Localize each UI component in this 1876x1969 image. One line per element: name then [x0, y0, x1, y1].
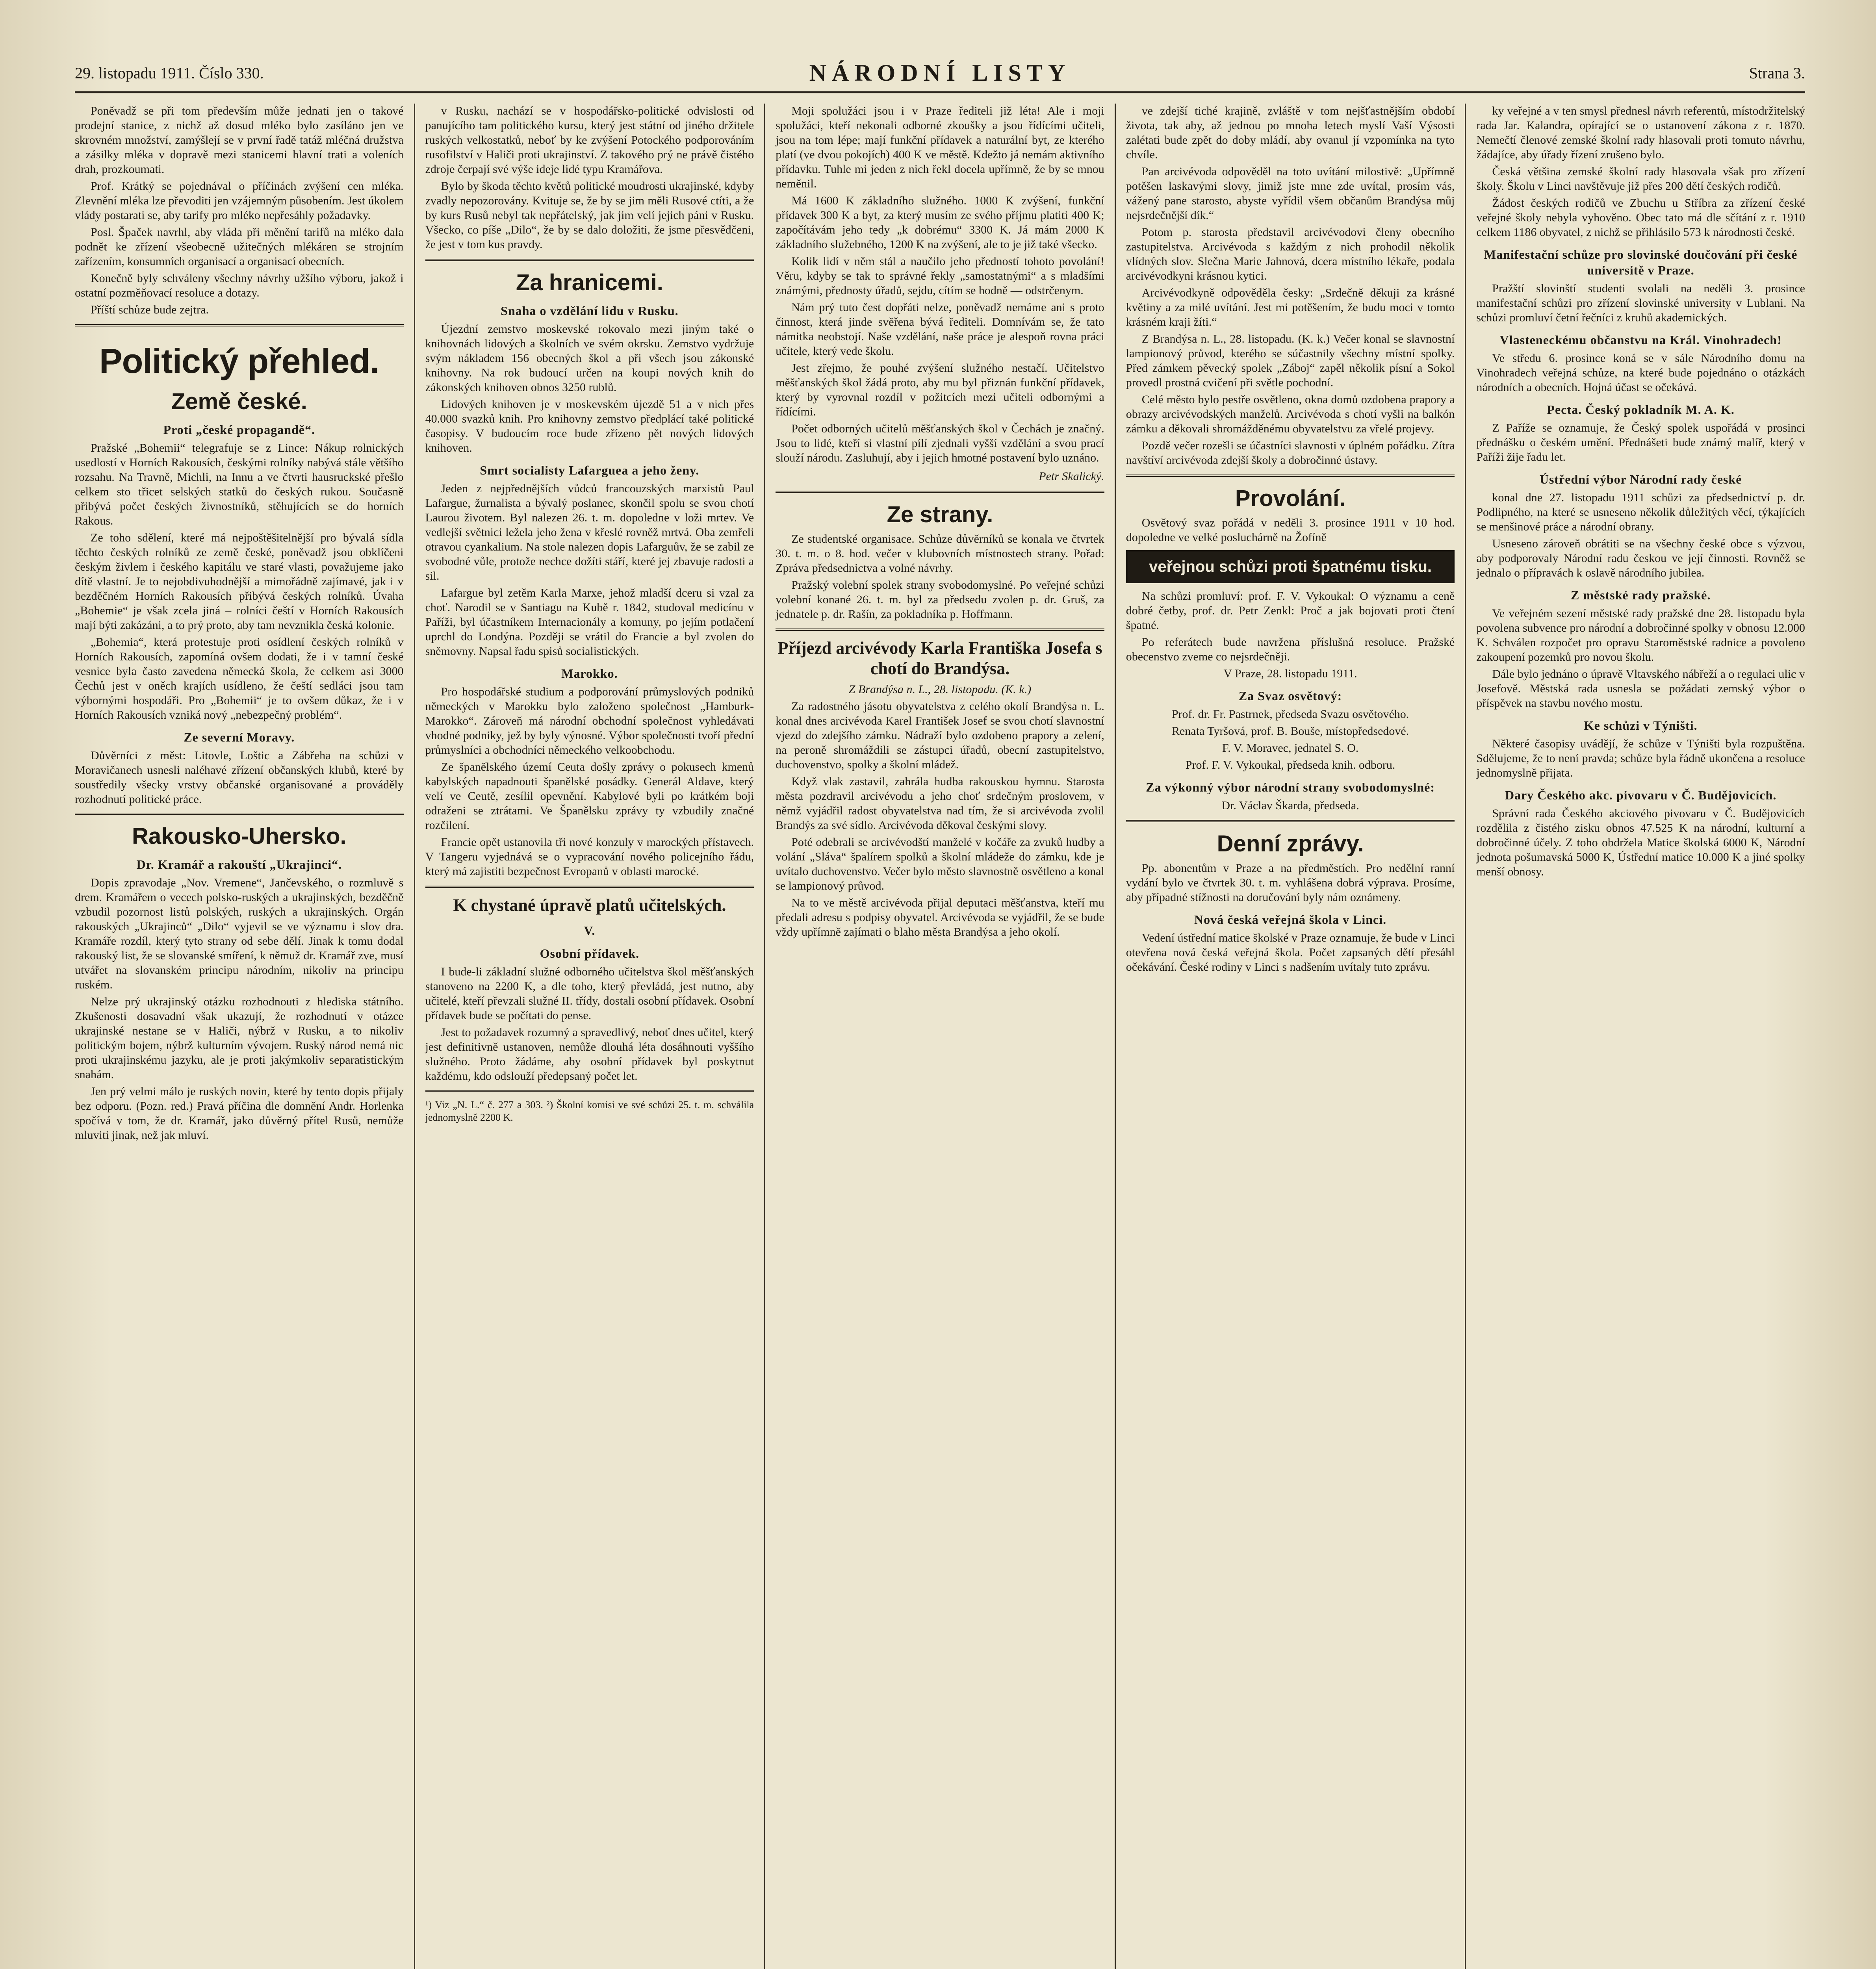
paragraph: Potom p. starosta představil arcivévodovi členy obecního zastupitelstva. Arcivévoda s každým z nich prohodil několik vlídných slov. Slečna Marie Jahnová, dcera místního lékaře, podala arcivévodkyni krásnou kytici. — [1126, 226, 1455, 282]
paragraph: Když vlak zastavil, zahrála hudba rakouskou hymnu. Starosta města pozdravil arcivévodu a jeho choť srdečným proslovem, v němž vyjádřil radost obyvatelstva nad tím, že si arcivévoda zvolil Brandýs za své sídlo. Arcivévoda děkoval českými slovy. — [776, 775, 1104, 832]
paragraph: Pozdě večer rozešli se účastníci slavnosti v úplném pořádku. Zítra navštíví arcivévoda zdejší školy a dobročinné ústavy. — [1126, 439, 1455, 467]
paragraph: Z Brandýsa n. L., 28. listopadu. (K. k.) Večer konal se slavnostní lampionový průvod, kterého se súčastnily všechny místní spolky. Před zámkem pěvecký spolek „Záboj“ zapěl několik písní a Sokol provedl prostná cvičení při světle pochodní. — [1126, 332, 1455, 389]
signatory: Prof. F. V. Vykoukal, předseda knih. odboru. — [1185, 758, 1395, 771]
column-2 — [414, 104, 765, 1969]
paragraph: Na to ve městě arcivévoda přijal deputaci měšťanstva, kteří mu předali adresu s podpisy obyvatel. Arcivévoda se vyjádřil, že se bude vždy upřímně zajímati o blaho města Brandýsa a jeho okolí. — [776, 896, 1104, 938]
paragraph: Na schůzi promluví: prof. F. V. Vykoukal: O významu a ceně dobré četby, prof. dr. Petr Zenkl: Proč a jak bojovati proti čtení špatné. — [1126, 590, 1455, 632]
paragraph: Ze studentské organisace. Schůze důvěrníků se konala ve čtvrtek 30. t. m. o 8. hod. večer v klubovních místnostech strany. Pořad: Zpráva předsednictva a volné návrhy. — [776, 532, 1104, 575]
signature-head: Za výkonný výbor národní strany svobodomyslné: — [1146, 780, 1435, 794]
paragraph: Jeden z nejpřednějších vůdců francouzských marxistů Paul Lafargue, žurnalista a bývalý poslanec, skončil spolu se svou chotí Laurou životem. Byl nalezen 26. t. m. dopoledne v loži mrtev. Ve vedlejší světnici ležela jeho žena v křeslé rovněž mrtvá. Oba zemřeli otravou cyankalium. Na stole nalezen dopis Lafarguův, že se zabil ze svobodné vůle, protože nechce dožíti stáří, které jej zbavuje radosti a sil. — [425, 482, 754, 582]
paragraph: ve zdejší tiché krajině, zvláště v tom nejšťastnějším období života, tak aby, až jednou po mnoha letech myslí Vaší Výsosti zalétati bude zpět do doby mládí, aby ovanul jí vzpomínka na tyto chvíle. — [1126, 104, 1455, 161]
meeting-banner: veřejnou schůzi proti špatnému tisku. — [1126, 550, 1455, 583]
divider — [425, 886, 754, 888]
article-head: Osobní přídavek. — [540, 946, 640, 960]
section-title: Denní zprávy. — [1217, 831, 1364, 857]
paragraph: Počet odborných učitelů měšťanských škol v Čechách je značný. Jsou to lidé, kteří si vlastní pílí zjednali vyšší vzdělání a svou prací slouží národu. Zasluhují, aby i jejich hmotné postavení bylo uznáno. — [776, 422, 1104, 464]
paragraph: Arcivévodkyně odpověděla česky: „Srdečně děkuji za krásné květiny a za milé uvítání. Jest mi potěšením, že budu moci v tomto krásném kraji žíti.“ — [1126, 286, 1455, 328]
paragraph: Ze toho sdělení, které má nejpoštěšitelnější pro bývalá sídla těchto českých rolníků ze země české, poněvadž jsou obklíčeni českým živlem i českého kapitálu ve staré vlasti, považujeme jako dítě vlastní. Je to nejobdivuhodnější a mimořádně zajímavé, jak i v bezděčném Horních Rakousích přibývá českých rolníků. Úvaha „Bohemie“ je však zcela jiná – rolníci čeští v Horních Rakousích mají býti zakázáni, a to prý proto, aby tam nevznikla česká kolonie. — [75, 531, 404, 632]
paragraph: Posl. Špaček navrhl, aby vláda při měnění tarifů na mléko dala podnět ke zřízení všeobecně užitečných mlékáren se strojním zařízením, konsumních organisací a organisací obecních. — [75, 226, 404, 268]
paragraph: Dále bylo jednáno o úpravě Vltavského nábřeží a o regulaci ulic v Josefově. Městská rada usnesla se požádati zemský výbor o příspěvek na stavbu nového mostu. — [1476, 667, 1805, 710]
signature: Petr Skalický. — [1039, 470, 1104, 483]
paragraph: Ze španělského území Ceuta došly zprávy o pokusech kmenů kabylských napadnouti španělské posádky. Generál Aldave, který velí ve Ceutě, zesílil opevnění. Kabylové byli po krátkém boji odraženi se ztrátami. Ve Španělsku zprávy ty vzbudily značné rozčilení. — [425, 760, 754, 832]
subsection-title: Země české. — [171, 389, 307, 414]
paragraph: Bylo by škoda těchto květů politické moudrosti ukrajinské, kdyby zvadly nepozorovány. Kvituje se, že by se jim měli Rusové ctíti, a že by kurs Rusů nebyl tak nepřátelský, jak jim velí jejich páni v Rusku. Všecko, co píše „Dilo“, že by se dalo doložiti, že jsme přesvědčeni, že jest v tom kus pravdy. — [425, 180, 754, 251]
issue-date: 29. listopadu 1911. Číslo 330. — [75, 64, 264, 82]
section-title: Příjezd arcivévody Karla Františka Josefa s chotí do Brandýsa. — [777, 638, 1102, 678]
paragraph: Některé časopisy uvádějí, že schůze v Týništi byla rozpuštěna. Sdělujeme, že to není pravda; schůze byla řádně ukončena a resoluce jednomyslně přijata. — [1476, 737, 1805, 779]
paragraph: Jest zřejmo, že pouhé zvýšení služného nestačí. Učitelstvo měšťanských škol žádá proto, aby mu byl přiznán funkční přídavek, který by vyrovnal rozdíl v požitcích mezi učiteli odbornými a řídícími. — [776, 362, 1104, 418]
divider — [1126, 820, 1455, 822]
section-title: Za hranicemi. — [516, 270, 663, 295]
divider — [425, 259, 754, 261]
paragraph: konal dne 27. listopadu 1911 schůzi za předsednictví p. dr. Podlipného, na které se usneseno několik důležitých věcí, týkajících se menšinové práce a národní obrany. — [1476, 491, 1805, 533]
divider — [75, 814, 404, 815]
paragraph: Lafargue byl zetěm Karla Marxe, jehož mladší dceru si vzal za choť. Narodil se v Santiagu na Kubě r. 1842, studoval medicínu v Paříži, byl účastníkem Internacionály a komuny, po jejím potlačení uprchl do Londýna. Později se vrátil do Francie a byl zvolen do sněmovny. Napsal řadu spisů socialistických. — [425, 586, 754, 658]
paragraph: Jen prý velmi málo je ruských novin, které by tento dopis přijaly bez odporu. (Pozn. red.) Pravá příčina dle domnění Andr. Horlenka spočívá v tom, že dr. Kramář, jako důvěrný přítel Rusů, nemůže mluviti jinak, než jak mluví. — [75, 1085, 404, 1142]
paragraph: Pražský volební spolek strany svobodomyslné. Po veřejné schůzi volební konané 26. t. m. byl za předsedu zvolen p. dr. Gruš, za jednatele p. dr. Rašín, za pokladníka p. Hoffmann. — [776, 578, 1104, 621]
paragraph: Jest to požadavek rozumný a spravedlivý, neboť dnes učitel, který jest definitivně ustanoven, nemůže dlouhá léta dosáhnouti vyššího služného. Proto žádáme, aby osobní přídavek byl poskytnut každému, kdo odslouží předepsaný počet let. — [425, 1026, 754, 1083]
divider — [75, 324, 404, 326]
columns — [75, 104, 1805, 1969]
paragraph: Pražští slovinští studenti svolali na neděli 3. prosince manifestační schůzi pro zřízení slovinské university v Lublani. Na schůzi promluví četní řečníci z kruhů akademických. — [1476, 282, 1805, 324]
paragraph: Poněvadž se při tom především může jednati jen o takové prodejní stanice, z nichž až dosud mléko bylo zasíláno jen ve skrovném množství, zamýšlejí se v první řadě tatáž mléčná družstva a zásilky mléka v dopravě mezi stanicemi hlavní trati a voleních drah, prozkoumati. — [75, 104, 404, 176]
paragraph: „Bohemia“, která protestuje proti osídlení českých rolníků v Horních Rakousích, zapomíná ovšem dodati, že i v tamní české vesnice byla často zavedena německá škola, že celkem asi 3000 Čechů jest v oněch krajích usídleno, že čeští sedláci jsou tam výbornými hospodáři. Pro „Bohemii“ je to ovšem důkaz, že i v Horních Rakousích vzniká nový „nebezpečný problém“. — [75, 636, 404, 721]
article-head: Dr. Kramář a rakouští „Ukrajinci“. — [136, 857, 342, 871]
article-head: Ke schůzi v Týništi. — [1584, 718, 1698, 732]
paragraph: Nám prý tuto čest dopřáti nelze, poněvadž nemáme ani s proto činnost, která jinde svěřena bývá řediteli. Domnívám se, že tato námitka neobstojí. Naše vzdělání, naše práce je alespoň rovna práci učitele, který vede školu. — [776, 301, 1104, 358]
article-head: Manifestační schůze pro slovinské doučování při české universitě v Praze. — [1484, 247, 1798, 277]
article-head: Ústřední výbor Národní rady české — [1539, 472, 1742, 486]
page-number: Strana 3. — [1749, 64, 1805, 82]
paragraph: Ve středu 6. prosince koná se v sále Národního domu na Vinohradech veřejná schůze, na které bude pojednáno o otázkách národních a obecních. Hojná účast se očekává. — [1476, 352, 1805, 394]
paragraph: Pan arcivévoda odpověděl na toto uvítání milostivě: „Upřímně potěšen laskavými slovy, jimiž jste mne zde uvítal, prosím vás, vážený pane starosto, abyste vyřídil všem občanům Brandýsa můj nejsrdečnější dík.“ — [1126, 165, 1455, 222]
section-title: K chystané úpravě platů učitelských. — [453, 896, 726, 915]
section-title: Provolání. — [1235, 486, 1346, 511]
paragraph: Pro hospodářské studium a podporování průmyslových podniků německých v Marokku bylo založeno společnost „Hamburk-Marokko“. Zároveň má národní obchodní společnost vyhledávati vhodné podniky, jež by byly výnosné. Výbor společnosti tvoří přední průmyslníci a obchodníci německého velkoobchodu. — [425, 685, 754, 756]
paragraph: Česká většina zemské školní rady hlasovala však pro zřízení školy. Školu v Linci navštěvuje již přes 200 dětí českých rodičů. — [1476, 165, 1805, 193]
paragraph: Pražské „Bohemii“ telegrafuje se z Lince: Nákup rolnických usedlostí v Horních Rakousích, českými rolníky nabývá stále většího rozsahu. Na Travně, Michli, na Innu a ve čtvrti hausruckské přešlo celkem sto třicet selských statků do českých rukou. Současně přibývá počet českých živnostníků, stěhujících se do horních Rakous. — [75, 441, 404, 527]
signature-head: Za Svaz osvětový: — [1238, 689, 1342, 703]
masthead — [75, 59, 1805, 93]
dateline: V Praze, 28. listopadu 1911. — [1223, 667, 1357, 680]
column-1 — [75, 104, 414, 1969]
paragraph: ky veřejné a v ten smysl přednesl návrh referentů, místodržitelský rada Jar. Kalandra, opírající se o ustanovení zákona z r. 1870. Nemečtí členové zemské školní rady hlasovali proti tomuto návrhu, žádajíce, aby úřady řízení zrušeno bylo. — [1476, 104, 1805, 161]
column-5 — [1465, 104, 1805, 1969]
article-head: Snaha o vzdělání lidu v Rusku. — [501, 304, 679, 318]
paragraph: Má 1600 K základního služného. 1000 K zvýšení, funkční přídavek 300 K a byt, za který musím ze svého příjmu platiti 400 K; započítávám jeho tedy „k dobrému“ 3300 K. Já mám 2000 K základního služebného, 1200 K na zvýšení, ale to je již také všecko. — [776, 194, 1104, 251]
newspaper-title: NÁRODNÍ LISTY — [809, 59, 1071, 86]
paragraph: Konečně byly schváleny všechny návrhy užšího výboru, jakož i ostatní pozměňovací resoluce a dotazy. — [75, 272, 404, 299]
paragraph: v Rusku, nachází se v hospodářsko-politické odvislosti od panujícího tam politického kursu, který jest státní od jiného držitele ruských velkostatků, neboť by ke zvýšení Potockého podporováním rusofilství v Haliči proti ukrajinství. Z takového prý ne právě čistého zdroje čerpají své výše ideje lidé typu Kramářova. — [425, 104, 754, 176]
article-head: Z městské rady pražské. — [1570, 588, 1711, 602]
column-3 — [764, 104, 1115, 1969]
paragraph: Nelze prý ukrajinský otázku rozhodnouti z hlediska státního. Zkušenosti dosavadní však ukazují, že rozhodnutí v otázce ukrajinské nestane se v Haliči, nýbrž v Rusku, a to nikoliv politickým bojem, nýbrž kulturním vývojem. Ruský národ nemá nic proti ukrajinskému jazyku, ale je proti jakýmkoliv separatistickým snahám. — [75, 995, 404, 1081]
paragraph: Prof. Krátký se pojednával o příčinách zvýšení cen mléka. Zlevnění mléka lze převoditi jen vzájemným působením. Jest úkolem vlády postarati se, aby tarify pro mléko nepřesáhly požadavky. — [75, 180, 404, 222]
section-title: Rakousko-Uhersko. — [132, 823, 347, 849]
divider — [425, 1090, 754, 1092]
paragraph: Lidových knihoven je v moskevském újezdě 51 a v nich přes 40.000 svazků knih. Pro knihovny zemstvo předplácí také politické časopisy. V budoucím roce bude zřízeno pět nových lidových knihoven. — [425, 398, 754, 454]
article-head: Smrt socialisty Lafarguea a jeho ženy. — [480, 463, 700, 477]
paragraph: Správní rada Českého akciového pivovaru v Č. Budějovicích rozdělila z čistého zisku obnos 47.525 K na národní, kulturní a dobročinné účely. Z toho obdržela Matice školská 6000 K, Národní jednota pošumavská 5000 K, Ústřední matice 10.000 K a jiné spolky menší obnosy. — [1476, 807, 1805, 878]
paragraph: Poté odebrali se arcivévodští manželé v kočáře za zvuků hudby a volání „Sláva“ špalírem spolků a školní mládeže do zámku, kde je uvítalo duchovenstvo. Večer bylo město slavnostně osvětleno a konal se lampionový průvod. — [776, 836, 1104, 892]
article-head: Proti „české propagandě“. — [163, 423, 315, 437]
signatory: Prof. dr. Fr. Pastrnek, předseda Svazu osvětového. — [1171, 708, 1409, 721]
paragraph: Osvětový svaz pořádá v neděli 3. prosince 1911 v 10 hod. dopoledne ve velké posluchárně na Žofíně — [1126, 516, 1455, 544]
signatory: Renata Tyršová, prof. B. Bouše, místopředsedové. — [1171, 725, 1409, 738]
section-title: Ze strany. — [887, 502, 993, 527]
paragraph: Žádost českých rodičů ve Zbuchu u Stříbra za zřízení české veřejné školy nebyla vyhověno. Obec tato má dle sčítání z r. 1910 celkem 1186 obyvatel, z nichž se přihlásilo 573 k národnosti české. — [1476, 197, 1805, 239]
paragraph: Za radostného jásotu obyvatelstva z celého okolí Brandýsa n. L. konal dnes arcivévoda Karel František Josef se svou chotí slavnostní vjezd do zdejšího zámku. Nádraží bylo ozdobeno prapory a zelení, na peroně shromáždili se zástupci úřadů, obecní zastupitelstvo, duchovenstvo, spolky a školní mládež. — [776, 700, 1104, 771]
signatory: F. V. Moravec, jednatel S. O. — [1222, 742, 1359, 755]
paragraph: Dopis zpravodaje „Nov. Vremene“, Jančevského, o rozmluvě s drem. Kramářem o vecech polsko-ruských a ukrajinských, bezděčně vzbudil pozornost listů polských, ruských a ukrajinských. Orgán rakouských „Ukrajinců“ „Dilo“ vyjevil se ve významu i slov dra. Kramáře rozdíl, který tyto strany od sebe dělí. Jinak k tomu dodal rakouský list, že se slovanské smíření, k němuž dr. Kramář zve, musí utvářet na slovanském principu národním, nikoliv na principu ruském. — [75, 876, 404, 991]
paragraph: Kolik lidí v něm stál a naučilo jeho předností tohoto povolání! Věru, kdyby se tak to správné řekly „samostatnými“ a s mladšími známými, přednosty úřadů, sejdu, cítím se hodně — odstrčenym. — [776, 255, 1104, 297]
column-4 — [1115, 104, 1465, 1969]
paragraph: Usneseno zároveň obrátiti se na všechny české obce s výzvou, aby podporovaly Národní radu českou ve její činnosti. Rovněž se jednalo o přípravách k oslavě národního jubilea. — [1476, 537, 1805, 579]
paragraph: Příští schůze bude zejtra. — [91, 303, 209, 316]
paragraph: Ve veřejném sezení městské rady pražské dne 28. listopadu byla povolena subvence pro národní a dobročinné spolky v obnosu 12.000 K. Schválen rozpočet pro opravu Staroměstské radnice a povoleno zakoupení pozemků pro novou školu. — [1476, 607, 1805, 664]
paragraph: Po referátech bude navržena příslušná resoluce. Pražské obecenstvo zveme co nejsrdečněji. — [1126, 636, 1455, 663]
paragraph: Z Paříže se oznamuje, že Český spolek uspořádá v prosinci přednášku o českém umění. Přednášeti bude známý malíř, který v Paříži žije řadu let. — [1476, 421, 1805, 464]
article-head: Dary Českého akc. pivovaru v Č. Budějovicích. — [1505, 788, 1777, 802]
paragraph: Újezdní zemstvo moskevské rokovalo mezi jiným také o knihovnách lidových a školních ve svém okrsku. Zemstvo vydržuje svým nákladem 156 obecných škol a při všech jsou zákonské knihovny. Na rok budoucí určen na koupi nových knih do zákonských knihoven obnos 3250 rublů. — [425, 323, 754, 394]
article-head: Ze severní Moravy. — [184, 730, 295, 744]
paragraph: Moji spolužáci jsou i v Praze řediteli již léta! Ale i moji spolužáci, kteří nekonali odborné zkoušky a jsou řídícími učiteli, jsou na tom lépe; mají funkční přídavek a naturální byt, ze kterého platí (ve dvou pokojích) 400 K ve městě. Kdežto já nemám aktivního přídavku. Tuhle mi jeden z nich řekl docela upřímně, že by se mnou neměnil. — [776, 104, 1104, 190]
article-head: Vlasteneckému občanstvu na Král. Vinohradech! — [1499, 333, 1782, 347]
paragraph: Důvěrníci z měst: Litovle, Loštic a Zábřeha na schůzi v Moravičanech usnesli naléhavé zřízení občanských klubů, které by soustředily všecky vrstvy občanské organisované a prováděly rozhodnutí politické práce. — [75, 749, 404, 806]
article-head: Nová česká veřejná škola v Linci. — [1194, 912, 1387, 927]
dateline: Z Brandýsa n. L., 28. listopadu. (K. k.) — [848, 683, 1032, 696]
paragraph: Celé město bylo pestře osvětleno, okna domů ozdobena prapory a obrazy arcivévodských manželů. Arcivévoda s chotí vyšli na balkón zámku a děkovali shromážděnému obyvatelstvu za vřelé projevy. — [1126, 393, 1455, 435]
signatory: Dr. Václav Škarda, předseda. — [1221, 799, 1359, 812]
paragraph: Vedení ústřední matice školské v Praze oznamuje, že bude v Linci otevřena nová česká veřejná škola. Počet zapsaných dětí přesáhl očekávání. České rodiny v Linci s nadšením uvítaly tuto zprávu. — [1126, 931, 1455, 973]
paragraph: Francie opět ustanovila tři nové konzuly v marockých přístavech. V Tangeru vyjednává se o vypracování nového policejního řádu, který má zajistiti bezpečnost Evropanů v oblasti marocké. — [425, 836, 754, 878]
article-part: V. — [584, 923, 596, 938]
divider — [776, 491, 1104, 493]
section-title: Politický přehled. — [99, 341, 379, 380]
article-head: Marokko. — [561, 666, 618, 680]
paragraph: I bude-li základní služné odborného učitelstva škol měšťanských stanoveno na 2200 K, a dle toho, který převládá, jest nutno, aby učitelé, kteří převzali služné II. třídy, dostali osobní přídavek. Osobní přídavek bude se počítati do pense. — [425, 965, 754, 1022]
divider — [776, 629, 1104, 631]
paragraph: Pp. abonentům v Praze a na předměstích. Pro nedělní ranní vydání bylo ve čtvrtek 30. t. m. vyhlášena dobrá výprava. Prosíme, aby případné stížnosti na doručování byly nám oznámeny. — [1126, 862, 1455, 904]
divider — [1126, 475, 1455, 477]
article-head: Pecta. Český pokladník M. A. K. — [1547, 402, 1735, 417]
footnote: ¹) Viz „N. L.“ č. 277 a 303. ²) Školní komisi ve své schůzi 25. t. m. schválila jednomyslně 2200 K. — [425, 1099, 754, 1123]
